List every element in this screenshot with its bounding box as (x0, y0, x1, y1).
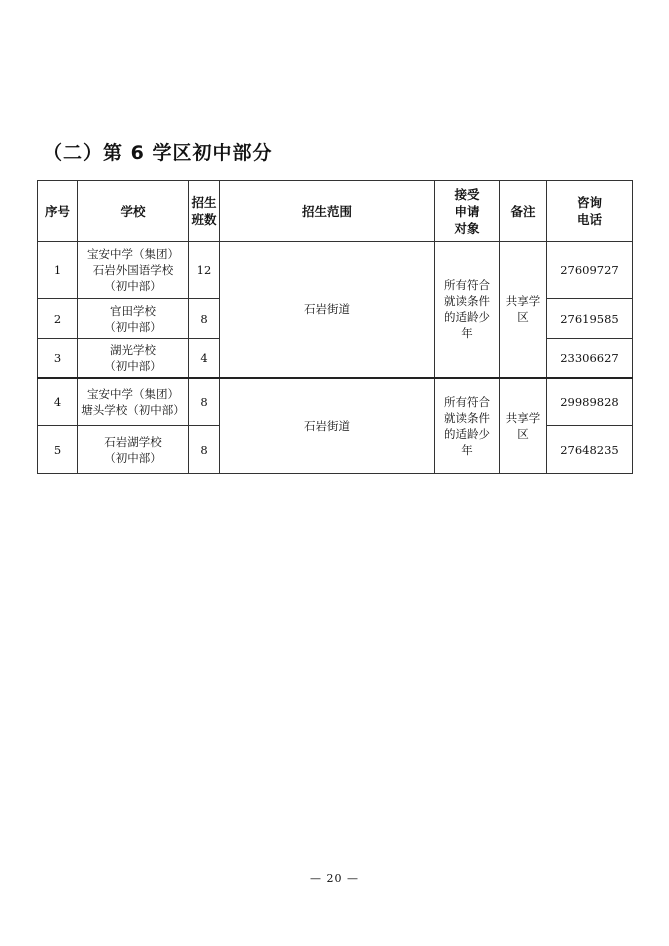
school-cell: 宝安中学（集团） 塘头学校（初中部） (78, 378, 189, 426)
header-range: 招生范围 (220, 181, 435, 242)
table-row (38, 378, 633, 426)
header-target: 接受 申请 对象 (435, 181, 500, 242)
school-cell: 官田学校 （初中部） (78, 299, 189, 339)
classes-cell: 8 (189, 299, 220, 339)
range-cell: 石岩街道 (220, 242, 435, 378)
page-number: — 20 — (310, 872, 359, 885)
seq-cell: 4 (38, 378, 78, 426)
table-row (38, 242, 633, 299)
phone-cell: 27609727 (547, 242, 633, 299)
section-heading: （二）第 6 学区初中部分 (43, 142, 273, 164)
seq-cell: 5 (38, 426, 78, 474)
classes-cell: 8 (189, 378, 220, 426)
target-cell: 所有符合 就读条件 的适龄少 年 (435, 378, 500, 474)
header-school: 学校 (78, 181, 189, 242)
note-cell: 共享学区 (500, 242, 547, 378)
school-cell: 石岩湖学校 （初中部） (78, 426, 189, 474)
classes-cell: 12 (189, 242, 220, 299)
header-seq: 序号 (38, 181, 78, 242)
header-phone: 咨询 电话 (547, 181, 633, 242)
seq-cell: 1 (38, 242, 78, 299)
seq-cell: 2 (38, 299, 78, 339)
classes-cell: 4 (189, 339, 220, 378)
range-cell: 石岩街道 (220, 378, 435, 474)
note-cell: 共享学区 (500, 378, 547, 474)
enrollment-table (37, 180, 633, 474)
header-classes: 招生 班数 (189, 181, 220, 242)
phone-cell: 27648235 (547, 426, 633, 474)
table-header-row (38, 181, 633, 242)
phone-cell: 23306627 (547, 339, 633, 378)
school-cell: 湖光学校 （初中部） (78, 339, 189, 378)
header-note: 备注 (500, 181, 547, 242)
target-cell: 所有符合 就读条件 的适龄少 年 (435, 242, 500, 378)
phone-cell: 27619585 (547, 299, 633, 339)
school-cell: 宝安中学（集团） 石岩外国语学校 （初中部） (78, 242, 189, 299)
seq-cell: 3 (38, 339, 78, 378)
phone-cell: 29989828 (547, 378, 633, 426)
classes-cell: 8 (189, 426, 220, 474)
